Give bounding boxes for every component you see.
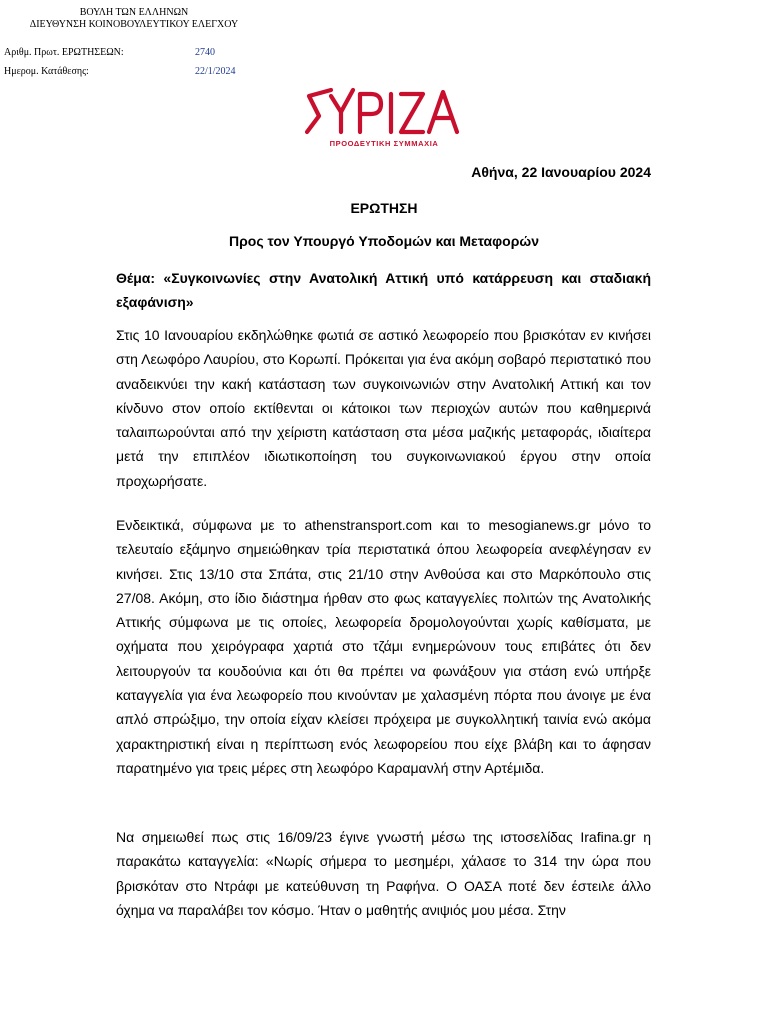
filing-date-value: 22/1/2024 — [195, 66, 236, 77]
subject: Θέμα: «Συγκοινωνίες στην Ανατολική Αττική υπό κατάρρευση και σταδιακή εξαφάνιση» — [116, 270, 651, 310]
directorate-name: ΔΙΕΥΘΥΝΣΗ ΚΟΙΝΟΒΟΥΛΕΥΤΙΚΟΥ ΕΛΕΓΧΟΥ — [29, 19, 239, 30]
parliament-header — [0, 7, 268, 31]
paragraph-2: Ενδεικτικά, σύμφωνα με το athenstransport.com και το mesogianews.gr μόνο το τελευταίο εξάμηνο σημειώθηκαν τρία περιστατικά όπου λεωφορεία ανεφλέγησαν εν κινήσει. Στις 13/10 στα Σπάτα, στις 21/10 στην Ανθούσα και στο Μαρκόπουλο στις 27/08. Ακόμη, στο ίδιο διάστημα ήρθαν στο φως καταγγελίες πολιτών της Ανατολικής Αττικής σύμφωνα με τις οποίες, λεωφορεία δρομολογούνται χωρίς καθίσματα, με οχήματα που χειρόγραφα χαρτιά στο τζάμι ενημερώνουν τους επιβάτες ότι δεν λειτουργούν τα κουδούνια και ότι θα πρέπει να φωνάξουν για στάση ενώ υπήρξε καταγγελία για ένα λεωφορείο που κινούνταν με χαλασμένη πόρτα που άνοιγε με ένα απλό σπρώξιμο, την οποία είχαν κλείσει πρόχειρα με συγκολλητική ταινία ενώ ακόμα χαρακτηριστική είναι η περίπτωση ενός λεωφορείου που είχε βλάβη και το άφησαν παρατημένο για τρεις μέρες στη λεωφόρο Καραμανλή στην Αρτέμιδα. — [116, 517, 651, 776]
place-date: Αθήνα, 22 Ιανουαρίου 2024 — [471, 164, 651, 180]
filing-date-label: Ημερομ. Κατάθεσης: — [4, 66, 89, 77]
paragraph-3: Να σημειωθεί πως στις 16/09/23 έγινε γνωστή μέσω της ιστοσελίδας Irafina.gr η παρακάτω καταγγελία: «Νωρίς σήμερα το μεσημέρι, χάλασε το 314 την ώρα που βρισκόταν στο Ντράφι με κατεύθυνση τη Ραφήνα. Ο ΟΑΣΑ ποτέ δεν έστειλε άλλο όχημα να παραλάβει τον κόσμο. Ήταν ο μαθητής ανιψιός μου μέσα. Στην — [116, 829, 651, 918]
syriza-logo-subtitle: ΠΡΟΟΔΕΥΤΙΚΗ ΣΥΜΜΑΧΙΑ — [329, 139, 439, 148]
document-title: ΕΡΩΤΗΣΗ — [350, 200, 418, 216]
protocol-value: 2740 — [195, 47, 215, 58]
recipient: Προς τον Υπουργό Υποδομών και Μεταφορών — [229, 233, 539, 249]
paragraph-1: Στις 10 Ιανουαρίου εκδηλώθηκε φωτιά σε αστικό λεωφορείο που βρισκόταν εν κινήσει στη Λεωφόρο Λαυρίου, στο Κορωπί. Πρόκειται για ένα ακόμη σοβαρό περιστατικό που αναδεικνύει την κακή κατάσταση των συγκοινωνιών στην Ανατολική Αττική και τον κίνδυνο στον οποίο εκτίθενται οι κάτοικοι των περιοχών αυτών που καθημερινά ταλαιπωρούνται από την χείριστη κατάσταση στα μέσα μαζικής μεταφοράς, ιδιαίτερα μετά την επιπλέον ιδιωτικοποίηση του συγκοινωνιακού έργου στην οποία προχωρήσατε. — [116, 327, 651, 489]
protocol-label: Αριθμ. Πρωτ. ΕΡΩΤΗΣΕΩΝ: — [4, 47, 124, 58]
parliament-name: ΒΟΥΛΗ ΤΩΝ ΕΛΛΗΝΩΝ — [79, 7, 189, 18]
